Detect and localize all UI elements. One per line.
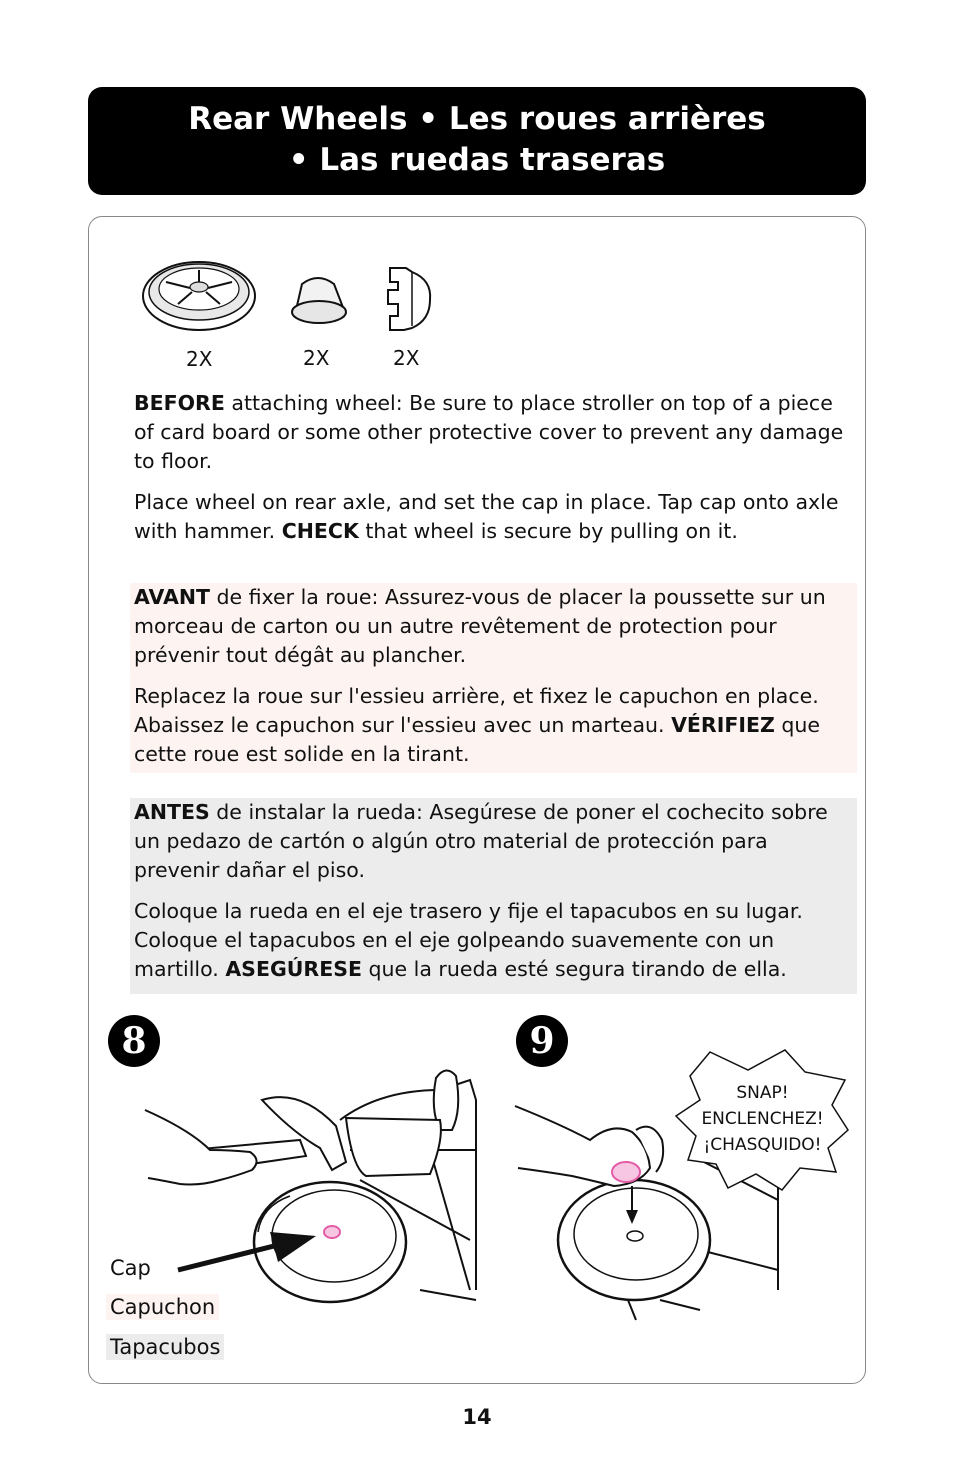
spanish-text-1: de instalar la rueda: Asegúrese de poner el cochecito sobre un pedazo de cartón o algún otro material de protección para prevenir dañar el piso. — [134, 800, 828, 882]
english-keyword-check: CHECK — [281, 519, 359, 543]
step-8-illustration — [145, 1070, 476, 1302]
step-8-badge: 8 — [108, 1015, 160, 1067]
snap-text-en: SNAP! — [736, 1083, 789, 1103]
header-title-line2: • Las ruedas traseras — [288, 142, 666, 178]
clip-quantity: 2X — [393, 346, 420, 370]
spanish-text-2b: que la rueda esté segura tirando de ella. — [361, 957, 787, 981]
french-text-2a: Replacez la roue sur l'essieu arrière, et fixez le capuchon en place. Abaissez le capuchon sur l'essieu avec un marteau. — [134, 684, 819, 737]
snap-text-fr: ENCLENCHEZ! — [701, 1109, 824, 1129]
french-keyword-avant: AVANT — [134, 585, 210, 609]
wheel-quantity: 2X — [186, 347, 213, 371]
snap-callout — [680, 1080, 845, 1158]
cap-label-fr: Capuchon — [106, 1294, 219, 1320]
step-9-badge: 9 — [516, 1015, 568, 1067]
french-text-2b: que cette roue est solide en la tirant. — [134, 713, 820, 766]
header-title-line1: Rear Wheels • Les roues arrières — [188, 101, 766, 137]
page-number: 14 — [462, 1405, 492, 1429]
cap-label-en: Cap — [110, 1256, 151, 1280]
english-text-2a: Place wheel on rear axle, and set the cap in place. Tap cap onto axle with hammer. — [134, 490, 839, 543]
cap-quantity: 2X — [303, 346, 330, 370]
cap-label-es: Tapacubos — [106, 1334, 224, 1360]
english-text-1: attaching wheel: Be sure to place stroller on top of a piece of card board or some other protective cover to prevent any damage to floor. — [134, 391, 844, 473]
english-text-2b: that wheel is secure by pulling on it. — [358, 519, 738, 543]
spanish-keyword-antes: ANTES — [134, 800, 210, 824]
english-keyword-before: BEFORE — [134, 391, 225, 415]
french-keyword-verifiez: VÉRIFIEZ — [671, 713, 775, 737]
spanish-text-2a: Coloque la rueda en el eje trasero y fije el tapacubos en su lugar. Coloque el tapacubos en el eje golpeando suavemente con un martillo. — [134, 899, 803, 981]
spanish-keyword-asegurese: ASEGÚRESE — [225, 957, 362, 981]
snap-text-es: ¡CHASQUIDO! — [703, 1135, 822, 1155]
french-text-1: de fixer la roue: Assurez-vous de placer la poussette sur un morceau de carton ou un autre revêtement de protection pour prévenir tout dégât au plancher. — [134, 585, 826, 667]
